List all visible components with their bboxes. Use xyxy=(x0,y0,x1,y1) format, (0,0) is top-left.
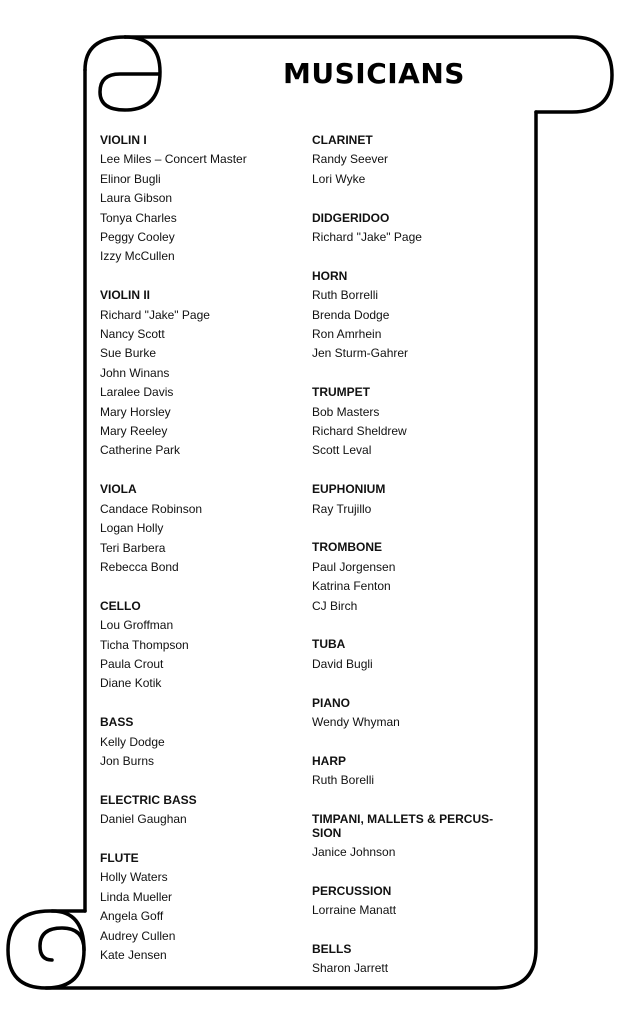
member-name: Sue Burke xyxy=(100,346,157,361)
member-name: Linda Mueller xyxy=(100,889,173,904)
section-heading: EUPHONIUM xyxy=(312,482,386,497)
member-name: Brenda Dodge xyxy=(312,307,390,322)
section-heading: VIOLIN I xyxy=(100,133,147,147)
right-column xyxy=(312,131,512,998)
section-heading: VIOLA xyxy=(100,482,137,497)
member-name: Nancy Scott xyxy=(100,327,165,342)
section-violin-2 xyxy=(100,286,300,461)
member-name: Tonya Charles xyxy=(100,210,177,225)
section-heading: PIANO xyxy=(312,695,351,710)
section-bells xyxy=(312,940,512,979)
member-name: Holly Waters xyxy=(100,870,168,885)
member-name: Lorraine Manatt xyxy=(312,903,397,918)
member-name: Ticha Thompson xyxy=(100,637,189,652)
section-heading: VIOLIN II xyxy=(100,288,151,303)
section-tuba xyxy=(312,635,512,674)
section-trumpet xyxy=(312,383,512,461)
member-name: Lori Wyke xyxy=(312,171,366,186)
section-heading: PERCUSSION xyxy=(312,883,392,898)
member-name: Catherine Park xyxy=(100,443,181,458)
section-heading: TUBA xyxy=(312,637,346,652)
member-name: David Bugli xyxy=(312,656,373,671)
member-name: Jon Burns xyxy=(100,753,155,768)
member-name: Mary Reeley xyxy=(100,424,168,439)
section-heading: ELECTRIC BASS xyxy=(100,792,197,807)
member-name: Paul Jorgensen xyxy=(312,559,396,574)
section-bass xyxy=(100,713,300,771)
section-horn xyxy=(312,267,512,364)
member-name: John Winans xyxy=(100,365,170,380)
section-didgeridoo xyxy=(312,209,512,248)
section-heading: DIDGERIDOO xyxy=(312,210,390,225)
section-heading: FLUTE xyxy=(100,850,139,865)
section-violin-1 xyxy=(100,131,300,267)
page-title: MUSICIANS xyxy=(283,57,465,90)
member-name: Candace Robinson xyxy=(100,501,203,516)
member-name: Bob Masters xyxy=(312,404,380,419)
section-harp xyxy=(312,752,512,791)
member-name: Lou Groffman xyxy=(100,618,174,633)
member-name: Richard "Jake" Page xyxy=(312,230,422,245)
member-name: Elinor Bugli xyxy=(100,171,161,186)
member-name: Ron Amrhein xyxy=(312,327,382,342)
section-flute xyxy=(100,849,300,965)
section-heading: TIMPANI, MALLETS & PERCUS-SION xyxy=(312,812,494,840)
member-name: Ruth Borrelli xyxy=(312,288,379,303)
member-name: Audrey Cullen xyxy=(100,928,176,943)
member-name: Richard "Jake" Page xyxy=(100,307,210,322)
member-name: Mary Horsley xyxy=(100,404,171,419)
section-euphonium xyxy=(312,480,512,519)
member-name: CJ Birch xyxy=(312,598,358,613)
member-name: Kelly Dodge xyxy=(100,734,165,749)
section-piano xyxy=(312,694,512,733)
member-name: Peggy Cooley xyxy=(100,230,175,245)
member-name: Logan Holly xyxy=(100,521,164,536)
member-name: Diane Kotik xyxy=(100,676,162,691)
member-name: Laura Gibson xyxy=(100,191,173,206)
member-name: Katrina Fenton xyxy=(312,579,391,594)
member-name: Jen Sturm-Gahrer xyxy=(312,346,409,361)
member-name: Richard Sheldrew xyxy=(312,424,407,439)
member-name: Angela Goff xyxy=(100,909,164,924)
member-name: Daniel Gaughan xyxy=(100,812,187,827)
section-electric-bass xyxy=(100,791,300,830)
member-name: Kate Jensen xyxy=(100,947,167,962)
section-cello xyxy=(100,597,300,694)
section-timpani-mallets-percussion xyxy=(312,810,512,862)
member-name: Rebecca Bond xyxy=(100,559,179,574)
member-name: Izzy McCullen xyxy=(100,249,175,264)
section-heading: TRUMPET xyxy=(312,385,370,400)
member-name: Sharon Jarrett xyxy=(312,961,389,976)
member-name: Scott Leval xyxy=(312,443,372,458)
section-heading: HARP xyxy=(312,753,347,768)
section-heading: BASS xyxy=(100,715,134,730)
member-name: Laralee Davis xyxy=(100,385,174,400)
section-heading: HORN xyxy=(312,268,348,283)
section-heading: BELLS xyxy=(312,942,352,957)
section-trombone xyxy=(312,538,512,616)
section-percussion xyxy=(312,882,512,921)
member-name: Teri Barbera xyxy=(100,540,166,555)
member-name: Wendy Whyman xyxy=(312,715,400,730)
section-clarinet xyxy=(312,131,512,189)
member-name: Ray Trujillo xyxy=(312,501,372,516)
member-name: Ruth Borelli xyxy=(312,773,375,788)
member-name: Lee Miles – Concert Master xyxy=(100,152,247,167)
left-column xyxy=(100,131,300,985)
member-name: Janice Johnson xyxy=(312,845,396,860)
section-heading: CELLO xyxy=(100,598,141,613)
section-viola xyxy=(100,480,300,577)
member-name: Randy Seever xyxy=(312,152,389,167)
section-heading: TROMBONE xyxy=(312,540,382,555)
section-heading: CLARINET xyxy=(312,133,373,147)
member-name: Paula Crout xyxy=(100,656,164,671)
